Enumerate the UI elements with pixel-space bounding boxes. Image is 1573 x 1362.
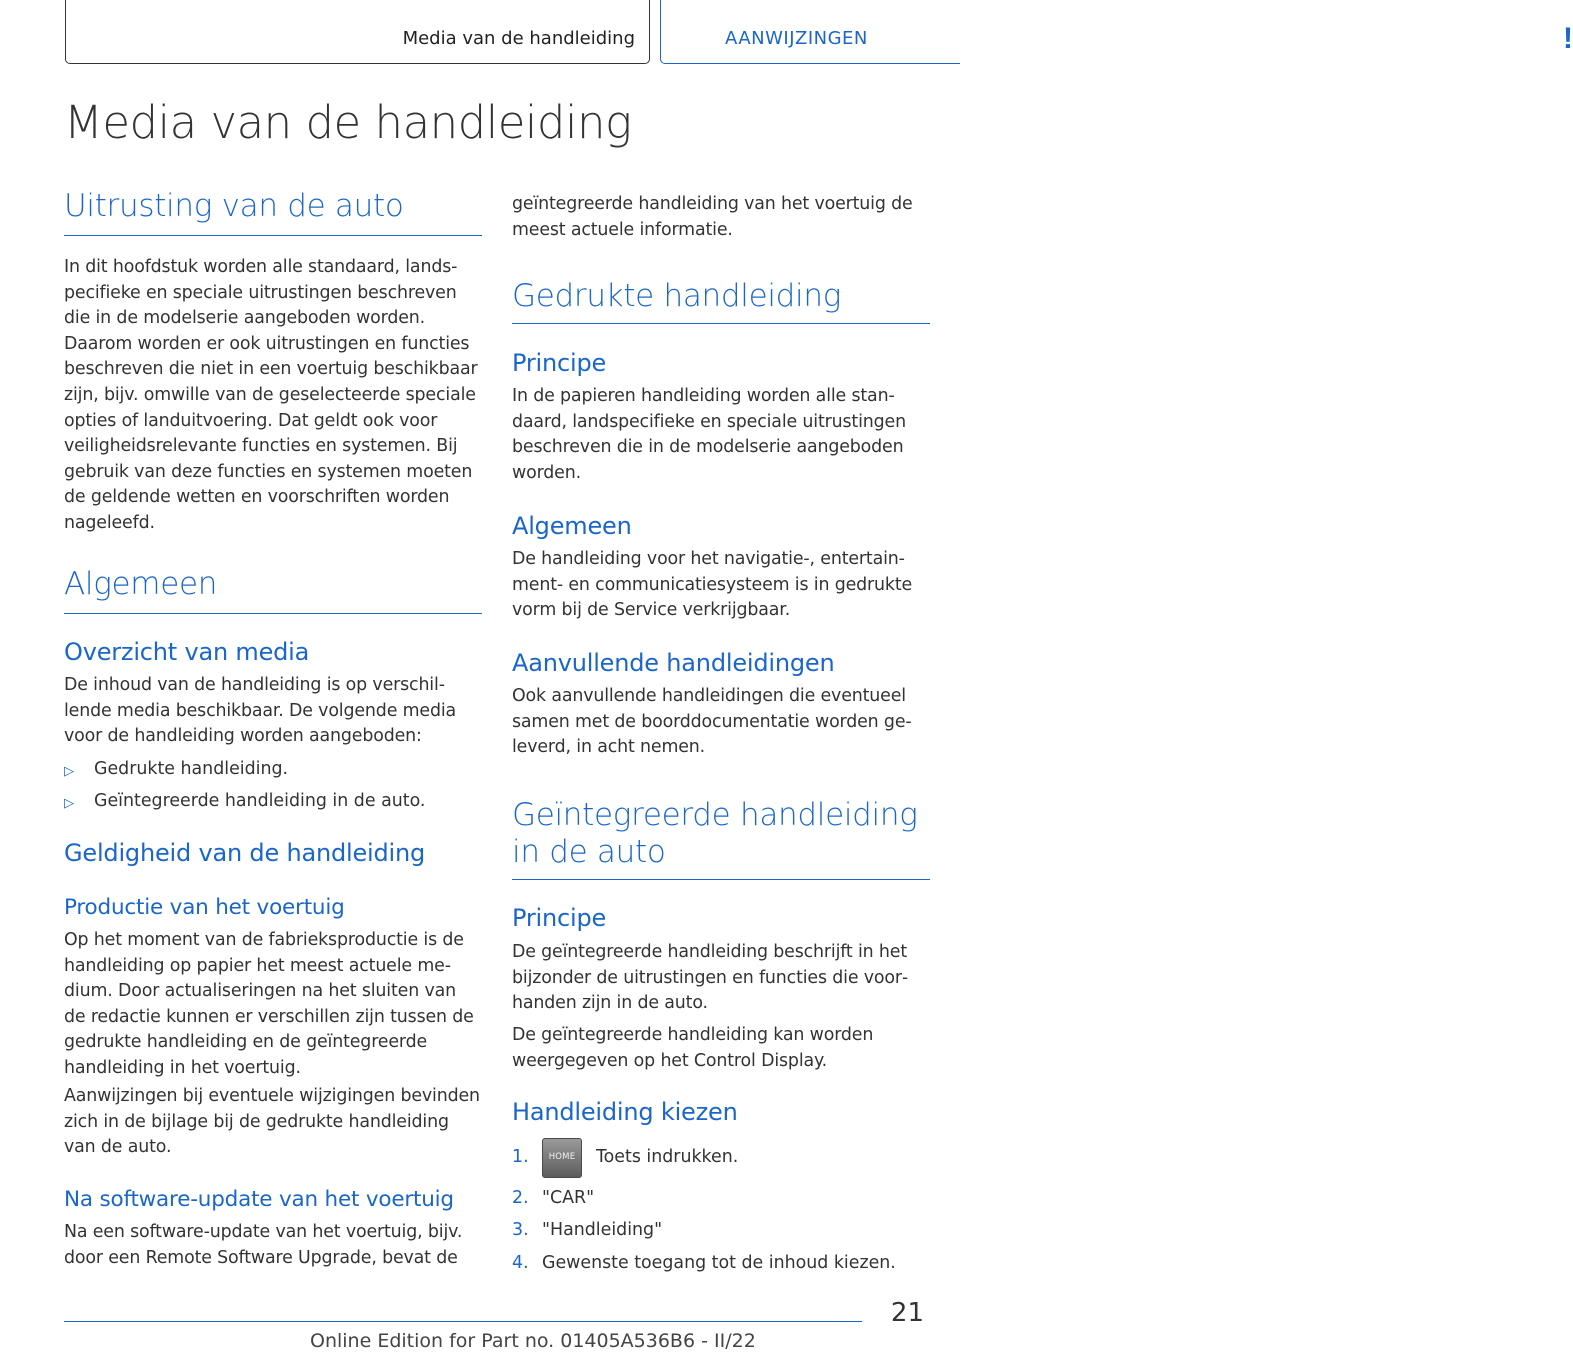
step-number: 3. [512, 1220, 529, 1240]
home-button-icon: HOME [542, 1138, 582, 1178]
subheading-algemeen: Algemeen [512, 512, 632, 540]
paragraph-aanwijzingen: Aanwijzingen bij eventuele wijzigingen bevinden zich in de bijlage bij de gedrukte handleiding van de auto. [64, 1086, 480, 1158]
paragraph-principe-2: De geïntegreerde handleiding beschrijft in het bijzonder de uitrustingen en functies die voorhanden zijn in de auto. [512, 942, 909, 1014]
header-chapter-tab [660, 0, 1573, 64]
footer-edition: Online Edition for Part no. 01405A536B6 - II/22 [310, 1330, 756, 1352]
subheading-principe-2: Principe [512, 904, 607, 932]
list-item-text: Geïntegreerde handleiding in de auto. [94, 791, 426, 811]
section-heading-gedrukte: Gedrukte handleiding [512, 278, 930, 324]
step-number: 4. [512, 1253, 529, 1273]
step-text: "CAR" [542, 1188, 595, 1208]
subheading-kiezen: Handleiding kiezen [512, 1098, 738, 1126]
paragraph-uitrusting: In dit hoofdstuk worden alle standaard, landspecifieke en speciale uitrustingen beschreven die in de modelserie aangeboden worden. Daarom worden er ook uitrustingen en functies beschreven die niet in een voertuig beschikbaar zijn, bijv. omwille van de geselecteerde speciale opties of landuitvoering. Dat geldt ook voor veiligheidsrelevante functies en systemen. Bij gebruik van deze functies en systemen moeten de geldende wetten en voorschriften worden nageleefd. [64, 257, 478, 533]
list-item [512, 1186, 930, 1212]
list-item [512, 1138, 930, 1178]
section-heading-algemeen: Algemeen [64, 566, 482, 614]
list-item [64, 789, 482, 817]
step-text: "Handleiding" [542, 1220, 663, 1240]
header-chapter-title: AANWIJZINGEN [725, 28, 868, 49]
step-text: Toets indrukken. [596, 1147, 739, 1168]
paragraph-software-update: Na een software-update van het voertuig, bijv. door een Remote Software Upgrade, bevat de [64, 1222, 463, 1268]
page-number: 21 [890, 1298, 924, 1328]
paragraph-principe: In de papieren handleiding worden alle standaard, landspecifieke en speciale uitrustingen beschreven die in de modelserie aangeboden worden. [512, 386, 906, 483]
paragraph-continued: geïntegreerde handleiding van het voertuig de meest actuele informatie. [512, 194, 913, 240]
footer-divider [64, 1321, 862, 1322]
subheading-overzicht: Overzicht van media [64, 638, 310, 666]
section-heading-uitrusting: Uitrusting van de auto [64, 188, 482, 236]
subheading-productie: Productie van het voertuig [64, 895, 345, 920]
page-title: Media van de handleiding [64, 96, 632, 149]
subheading-geldigheid: Geldigheid van de handleiding [64, 839, 426, 867]
section-heading-line: in de auto [512, 834, 666, 870]
triangle-bullet-icon: ▷ [64, 764, 74, 779]
exclamation-icon: ! [1563, 22, 1573, 55]
step-number: 2. [512, 1188, 529, 1208]
triangle-bullet-icon: ▷ [64, 796, 74, 811]
paragraph-productie: Op het moment van de fabrieksproductie is de handleiding op papier het meest actuele medium. Door actualiseringen na het sluiten van de redactie kunnen er verschillen zijn tussen de gedrukte handleiding en de geïntegreerde handleiding in het voertuig. [64, 930, 474, 1078]
subheading-aanvullende: Aanvullende handleidingen [512, 649, 835, 677]
header-section-tab [65, 0, 650, 64]
header-section-title: Media van de handleiding [402, 28, 635, 49]
paragraph-aanvullende: Ook aanvullende handleidingen die eventueel samen met de boorddocumentatie worden geleverd, in acht nemen. [512, 686, 912, 758]
paragraph-control-display: De geïntegreerde handleiding kan worden weergegeven op het Control Display. [512, 1025, 874, 1071]
step-number: 1. [512, 1147, 529, 1168]
subheading-principe: Principe [512, 349, 607, 377]
list-item [512, 1251, 930, 1277]
step-text: Gewenste toegang tot de inhoud kiezen. [542, 1253, 896, 1273]
section-heading-line: Geïntegreerde handleiding [512, 797, 918, 833]
subheading-software-update: Na software-update van het voertuig [64, 1187, 454, 1212]
paragraph-overzicht: De inhoud van de handleiding is op verschillende media beschikbaar. De volgende media voor de handleiding worden aangeboden: [64, 675, 457, 747]
list-item [64, 757, 482, 785]
paragraph-algemeen: De handleiding voor het navigatie-, entertainment- en communicatiesysteem is in gedrukte vorm bij de Service verkrijgbaar. [512, 549, 913, 621]
list-item-text: Gedrukte handleiding. [94, 759, 289, 779]
section-heading-geintegreerde [512, 797, 930, 880]
list-item [512, 1218, 930, 1244]
